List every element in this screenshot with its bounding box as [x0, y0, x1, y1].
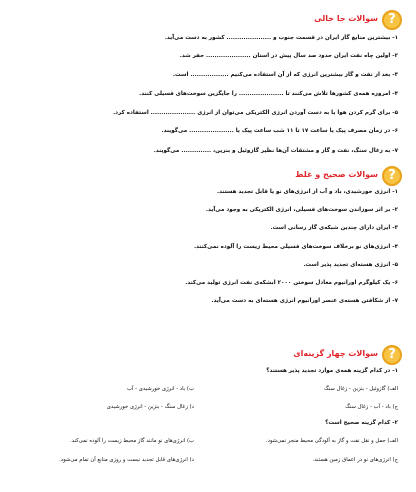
true-false-item: ۶- یک کیلوگرم اورانیوم معادل سوختن ۲۰۰۰ ابشکه‌ی نفت انرژی تولید می‌کند. [185, 280, 398, 286]
question-mark-icon: ? [382, 10, 402, 30]
fill-blank-item: ۷- به زغال سنگ، نفت و گاز و مشتقات آن‌ها نظیر گازوئیل و بنزین، .............. می‌گویند. [153, 148, 398, 154]
multiple-choice-title: سوالات چهار گزینه‌ای [293, 349, 378, 358]
fill-blank-title: سوالات جا خالی [314, 14, 378, 23]
true-false-title: سوالات صحیح و غلط [295, 170, 378, 179]
true-false-item: ۴- انرژی‌های نو برخلاف سوخت‌های فسیلی محیط زیست را آلوده نمی‌کنند. [193, 244, 398, 250]
mc-q2-option-a: الف) حمل و نقل نفت و گاز به آلودگی محیط منجر نمی‌شود. [265, 438, 398, 444]
true-false-item: ۲- بر اثر سوزاندن سوخت‌های فسیلی، انرژی الکتریکی به وجود می‌آید. [205, 207, 398, 213]
true-false-item: ۱- انرژی خورشیدی، باد و آب از انرژی‌های نو یا قابل تجدید هستند. [216, 189, 398, 195]
fill-blank-item: ۴- امروزه همه‌ی کشورها تلاش می‌کنند تا ..................... را جایگزین سوخت‌های فسیلی کنند. [139, 91, 398, 97]
fill-blank-item: ۳- بعد از نفت و گاز بیشترین انرژی که از آن استفاده می‌کنیم .................. است. [172, 72, 398, 78]
question-mark-icon: ? [382, 166, 402, 186]
fill-blank-item: ۲- اولین چاه نفت ایران حدود صد سال پیش در استان ..................... حفر شد. [179, 53, 398, 59]
mc-q1-option-d: د) زغال سنگ - بنزین - انرژی خورشیدی [106, 404, 194, 410]
mc-q2-option-d: د) انرژی‌های قابل تجدید نیست و روزی منابع آن تمام می‌شود. [59, 457, 194, 463]
fill-blank-header [282, 10, 402, 32]
true-false-item: ۳- ایران دارای چندین شبکه‌ی گاز رسانی است. [270, 225, 398, 231]
fill-blank-item: ۶- در زمان مصرف پیک یا ساعت ۱۷ تا ۱۱ شب ساعت پیک یا ..................... می‌گویند. [161, 128, 398, 134]
mc-q2-option-b: ب) انرژی‌های نو مانند گاز محیط زیست را آلوده نمی‌کند. [70, 438, 194, 444]
mc-q2-option-c: ج) انرژی‌های نو در اعماق زمین هستند. [312, 457, 398, 463]
question-mark-icon: ? [382, 345, 402, 365]
mc-q1-option-c: ج) باد - آب - زغال سنگ [345, 404, 398, 410]
true-false-item: ۵- انرژی هسته‌ای تجدید پذیر است. [303, 262, 398, 268]
true-false-item: ۷- از شکافتن هسته‌ی عنصر اورانیوم انرژی هسته‌ای به دست می‌آید. [211, 298, 398, 304]
mc-q1-option-a: الف) گازوئیل - بنزین - زغال سنگ [324, 386, 398, 392]
mc-question-2: ۲- کدام گزینه صحیح است؟ [325, 420, 398, 426]
mc-q1-option-b: ب) باد - انرژی خورشیدی - آب [127, 386, 194, 392]
multiple-choice-header [282, 345, 402, 367]
true-false-header [282, 166, 402, 188]
mc-question-1: ۱- در کدام گزینه همه‌ی موارد تجدید پذیر هستند؟ [266, 368, 398, 374]
fill-blank-item: ۵- برای گرم کردن هوا یا به دست آوردن انرژی الکتریکی می‌توان از انرژی ..................... استفاده کرد. [113, 110, 398, 116]
fill-blank-item: ۱- بیشترین منابع گاز ایران در قسمت جنوب و ..................... کشور به دست می‌آید. [164, 35, 398, 41]
